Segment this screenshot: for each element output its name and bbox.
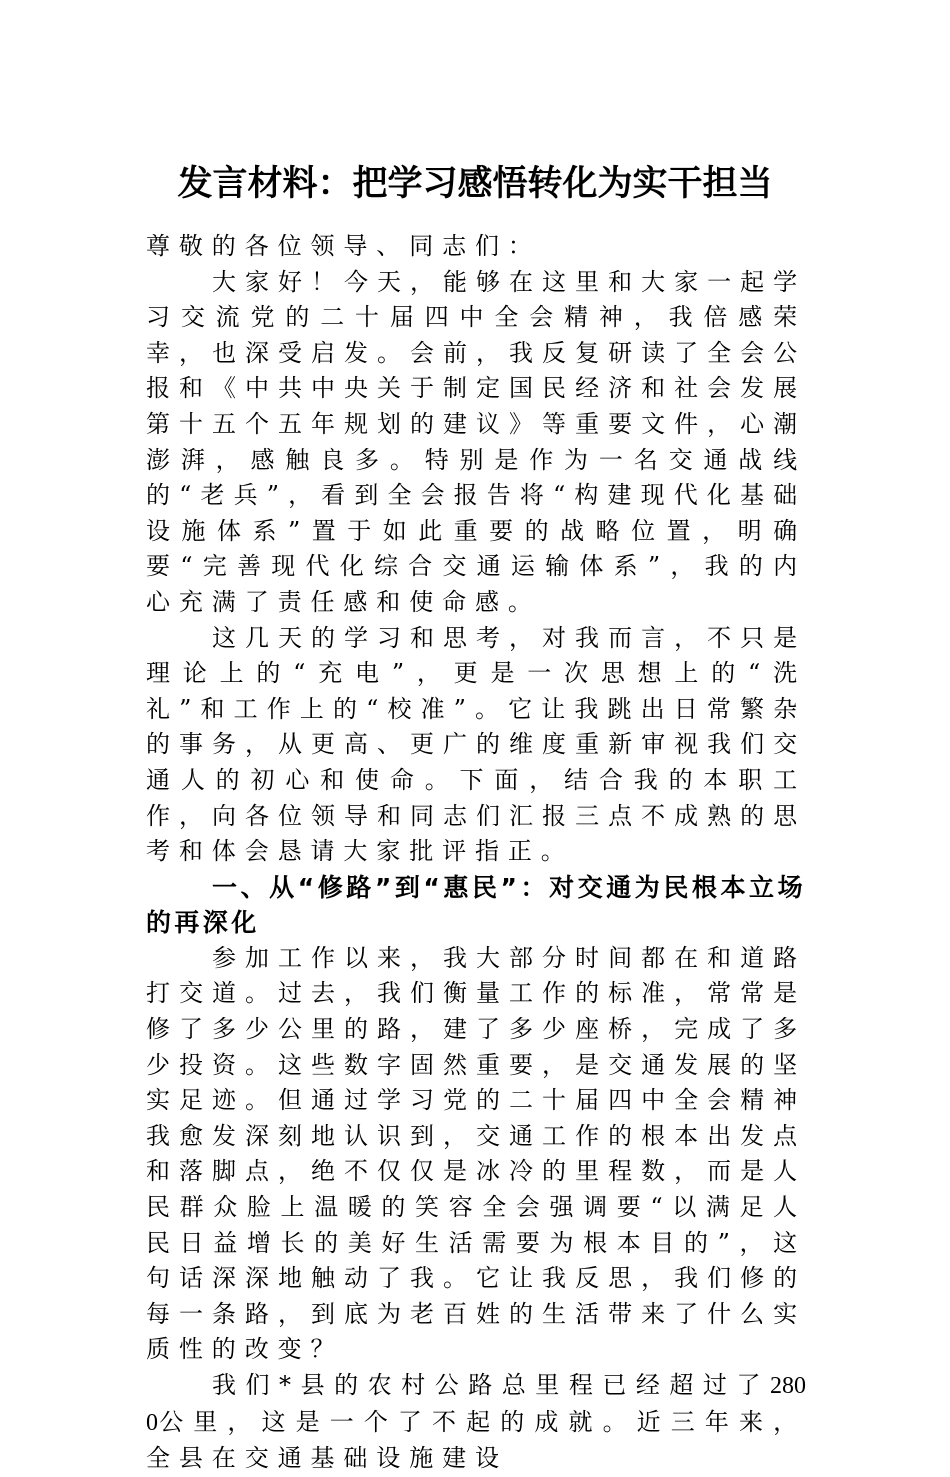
road-mileage-number: 2800 [146, 1373, 806, 1436]
paragraph-county-roads [146, 1368, 806, 1477]
county-roads-text-after: 公里，这是一个了不起的成就。近三年来，全县在交通基础设施建设 [146, 1407, 806, 1473]
salutation: 尊敬的各位领导、同志们： [146, 232, 541, 260]
paragraph-intro: 大家好！今天，能够在这里和大家一起学习交流党的二十届四中全会精神，我倍感荣幸，也深受启发。会前，我反复研读了全会公报和《中共中央关于制定国民经济和社会发展第十五个五年规划的建议》等重要文件，心潮澎湃，感触良多。特别是作为一名交通战线的“老兵”，看到全会报告将“构建现代化基础设施体系”置于如此重要的战略位置，明确要“完善现代化综合交通运输体系”，我的内心充满了责任感和使命感。 [146, 267, 806, 616]
county-roads-text-before: 我们*县的农村公路总里程已经超过了 [212, 1371, 770, 1399]
paragraph-section-1-body: 参加工作以来，我大部分时间都在和道路打交道。过去，我们衡量工作的标准，常常是修了多少公里的路，建了多少座桥，完成了多少投资。这些数字固然重要，是交通发展的坚实足迹。但通过学习党的二十届四中全会精神我愈发深刻地认识到，交通工作的根本出发点和落脚点，绝不仅仅是冰冷的里程数，而是人民群众脸上温暖的笑容全会强调要“以满足人民日益增长的美好生活需要为根本目的”，这句话深深地触动了我。它让我反思，我们修的每一条路，到底为老百姓的生活带来了什么实质性的改变？ [146, 943, 806, 1364]
document-body [146, 229, 806, 1477]
document-title: 发言材料：把学习感悟转化为实干担当 [177, 163, 773, 204]
paragraph-reflection: 这几天的学习和思考，对我而言，不只是理论上的“充电”，更是一次思想上的“洗礼”和工作上的“校准”。它让我跳出日常繁杂的事务，从更高、更广的维度重新审视我们交通人的初心和使命。下面，结合我的本职工作，向各位领导和同志们汇报三点不成熟的思考和体会恳请大家批评指正。 [146, 623, 806, 866]
section-heading-1: 一、从“修路”到“惠民”：对交通为民根本立场的再深化 [146, 872, 806, 938]
